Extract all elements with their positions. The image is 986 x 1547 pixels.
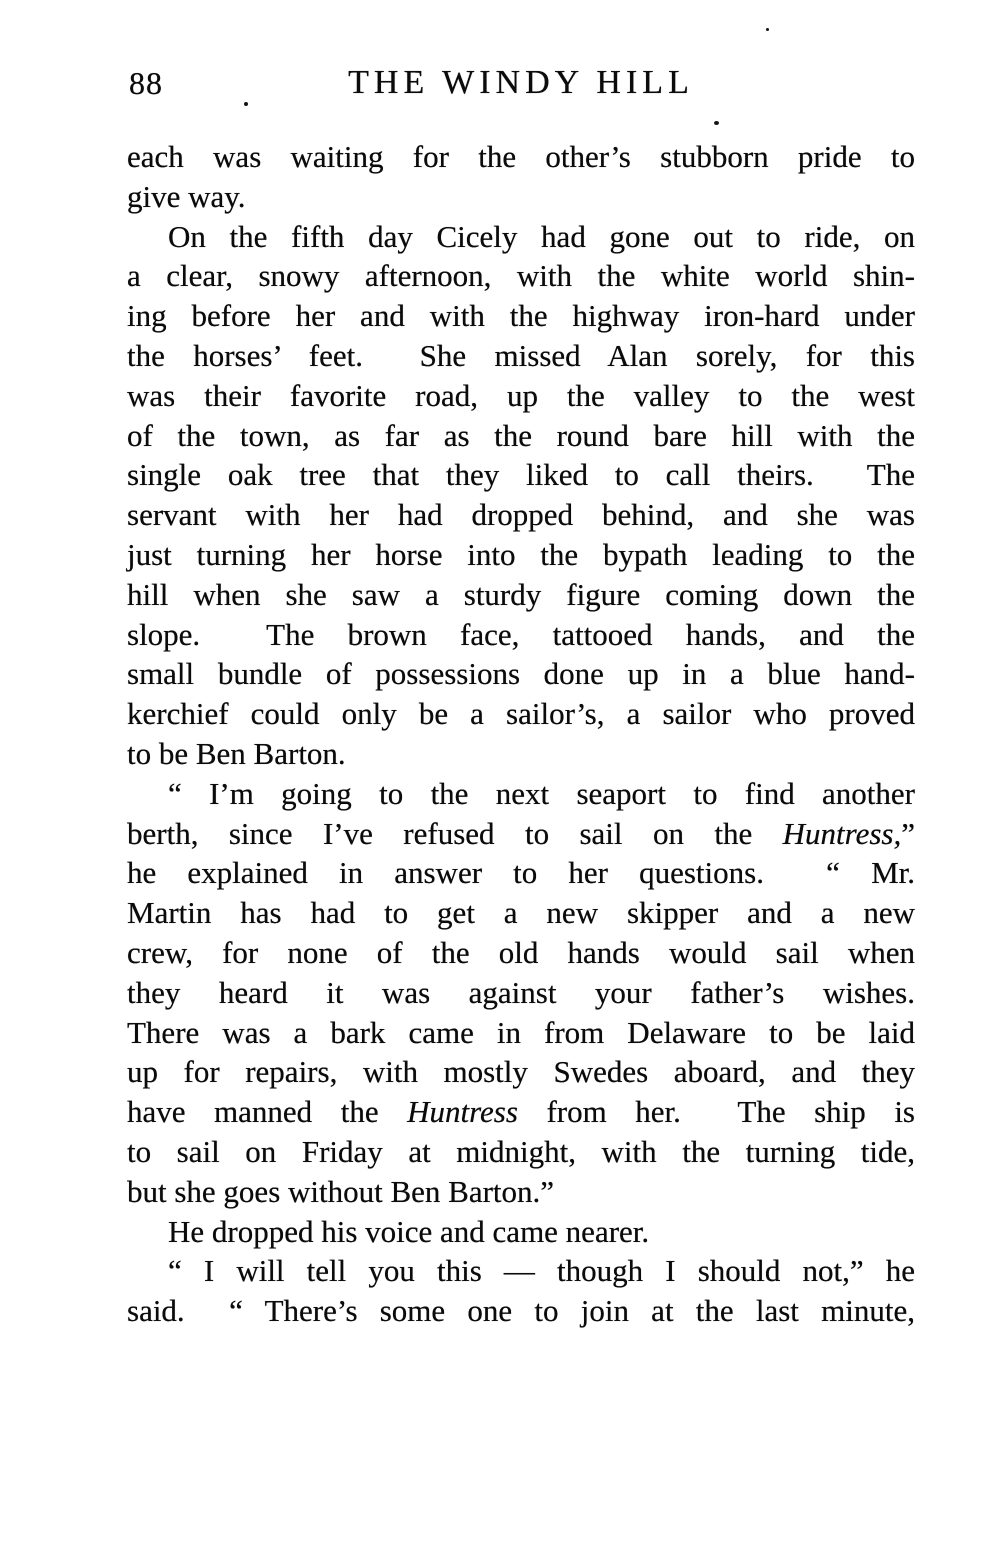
text-line bbox=[127, 1132, 915, 1172]
text-segment: a clear, snowy afternoon, with the white world shin- bbox=[127, 258, 915, 294]
text-line bbox=[127, 615, 915, 655]
text-line bbox=[127, 973, 915, 1013]
text-line bbox=[127, 893, 915, 933]
text-line bbox=[127, 694, 915, 734]
text-segment: Martin has had to get a new skipper and a new bbox=[127, 895, 915, 931]
text-segment: he explained in answer to her questions. “ Mr. bbox=[127, 855, 915, 891]
text-segment: the horses’ feet. She missed Alan sorely, for this bbox=[127, 337, 915, 373]
text-line bbox=[127, 654, 915, 694]
text-segment: to sail on Friday at midnight, with the turning tide, bbox=[127, 1133, 915, 1169]
text-line bbox=[127, 1052, 915, 1092]
text-line bbox=[127, 1013, 915, 1053]
text-line bbox=[127, 535, 915, 575]
text-line bbox=[127, 734, 915, 774]
text-line bbox=[127, 1212, 915, 1252]
text-line bbox=[127, 814, 915, 854]
text-segment: have manned the bbox=[127, 1094, 408, 1130]
text-segment: of the town, as far as the round bare hill with the bbox=[127, 417, 915, 453]
text-line bbox=[127, 575, 915, 615]
text-segment: “ I will tell you this — though I should not,” he bbox=[168, 1253, 915, 1289]
text-segment: ” bbox=[901, 815, 915, 851]
text-segment: but she goes without Ben Barton.” bbox=[127, 1173, 555, 1209]
text-line bbox=[127, 217, 915, 257]
text-line bbox=[127, 774, 915, 814]
text-line bbox=[127, 336, 915, 376]
text-segment: “ I’m going to the next seaport to find another bbox=[168, 775, 915, 811]
text-line bbox=[127, 455, 915, 495]
text-segment: from her. The ship is bbox=[517, 1094, 915, 1130]
text-line bbox=[127, 416, 915, 456]
text-segment: servant with her had dropped behind, and she was bbox=[127, 497, 915, 533]
page-body bbox=[127, 137, 915, 1331]
text-line bbox=[127, 376, 915, 416]
text-segment: was their favorite road, up the valley to the west bbox=[127, 377, 915, 413]
text-line bbox=[127, 1172, 915, 1212]
text-segment: kerchief could only be a sailor’s, a sailor who proved bbox=[127, 696, 915, 732]
running-title: THE WINDY HILL bbox=[348, 64, 694, 101]
text-segment: small bundle of possessions done up in a blue hand- bbox=[127, 656, 915, 692]
text-line bbox=[127, 256, 915, 296]
scan-speck bbox=[714, 121, 719, 125]
text-segment: ing before her and with the highway iron-hard under bbox=[127, 298, 915, 334]
text-line bbox=[127, 137, 915, 177]
text-line bbox=[127, 853, 915, 893]
text-segment: hill when she saw a sturdy figure coming down the bbox=[127, 576, 915, 612]
text-line bbox=[127, 296, 915, 336]
text-segment: berth, since I’ve refused to sail on the bbox=[127, 815, 783, 851]
italic-text: Huntress, bbox=[782, 815, 902, 851]
text-line bbox=[127, 177, 915, 217]
page-number: 88 bbox=[129, 65, 163, 101]
text-segment: single oak tree that they liked to call theirs. The bbox=[127, 457, 915, 493]
text-segment: they heard it was against your father’s wishes. bbox=[127, 974, 915, 1010]
text-segment: On the fifth day Cicely had gone out to ride, on bbox=[168, 218, 915, 254]
text-segment: just turning her horse into the bypath leading to the bbox=[127, 536, 915, 572]
text-segment: There was a bark came in from Delaware to be laid bbox=[127, 1014, 915, 1050]
text-segment: crew, for none of the old hands would sail when bbox=[127, 934, 915, 970]
italic-text: Huntress bbox=[407, 1094, 518, 1130]
text-line bbox=[127, 1092, 915, 1132]
text-segment: said. “ There’s some one to join at the last minute, bbox=[127, 1293, 915, 1329]
text-line bbox=[127, 1291, 915, 1331]
text-segment: up for repairs, with mostly Swedes aboard, and they bbox=[127, 1054, 915, 1090]
text-segment: to be Ben Barton. bbox=[127, 735, 346, 771]
page-header bbox=[127, 62, 915, 104]
text-line bbox=[127, 495, 915, 535]
text-line bbox=[127, 933, 915, 973]
text-segment: each was waiting for the other’s stubborn pride to bbox=[127, 139, 915, 174]
scan-speck bbox=[766, 28, 769, 31]
text-line bbox=[127, 1251, 915, 1291]
text-segment: give way. bbox=[127, 178, 246, 214]
scan-speck bbox=[244, 102, 248, 106]
text-segment: He dropped his voice and came nearer. bbox=[168, 1213, 650, 1249]
text-segment: slope. The brown face, tattooed hands, and the bbox=[127, 616, 915, 652]
